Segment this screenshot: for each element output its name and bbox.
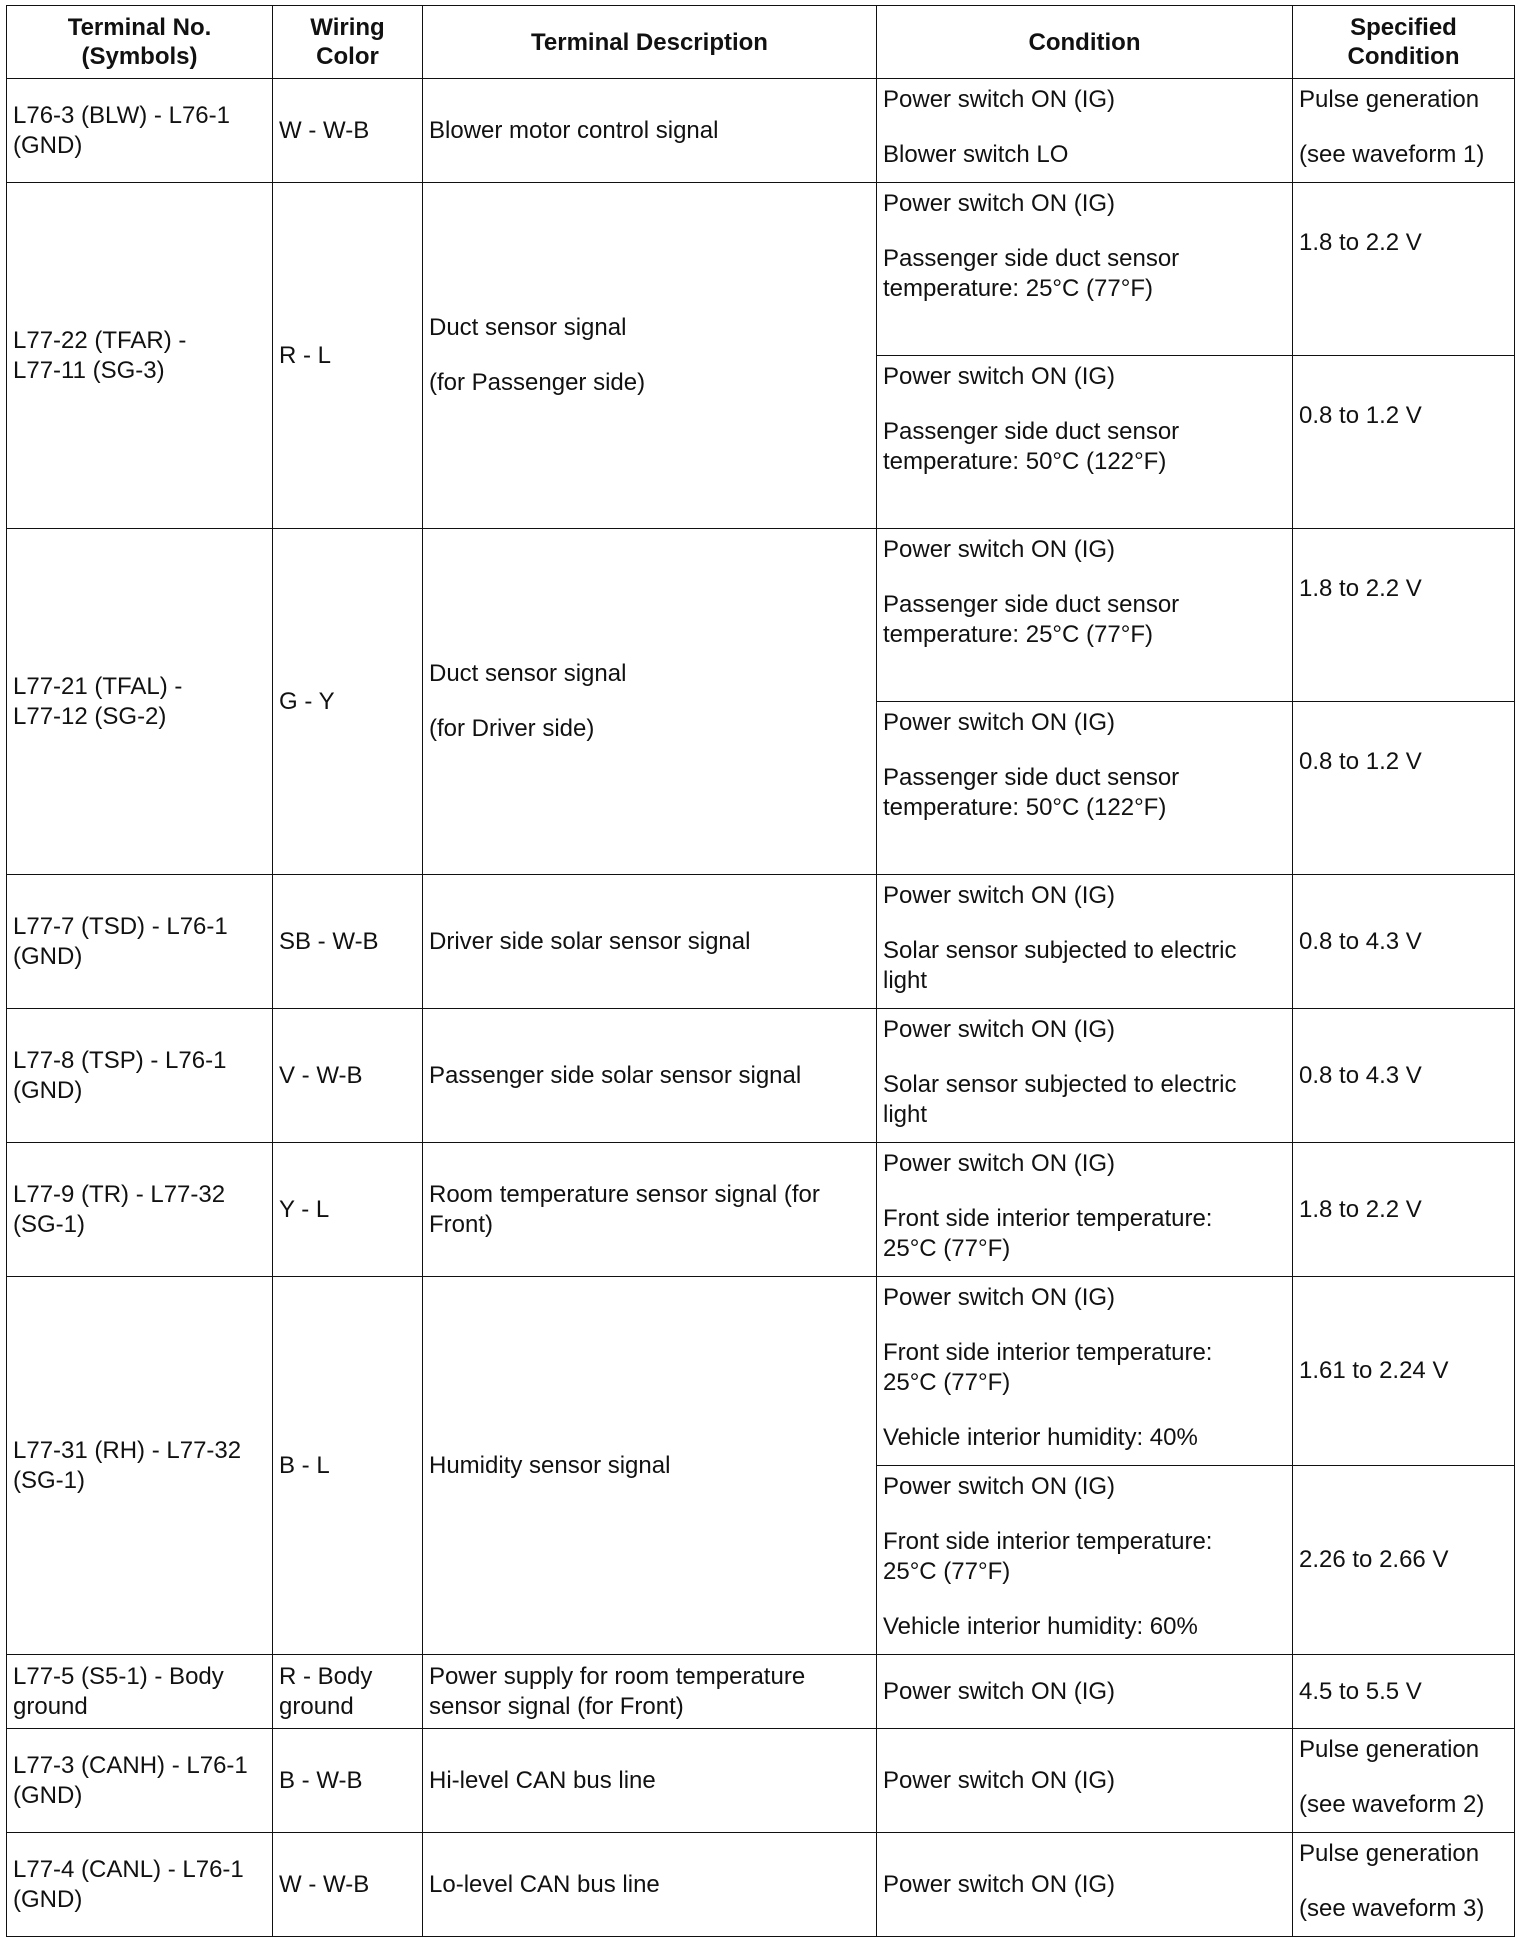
description-line: Duct sensor signal [429, 660, 627, 687]
terminal-line: L77-21 (TFAL) - [13, 672, 183, 700]
terminal-cell [7, 1009, 273, 1143]
description-line: Room temperature sensor signal (for [429, 1180, 820, 1208]
terminal-line: (GND) [13, 1885, 83, 1913]
terminal-line: L77-12 (SG-2) [13, 702, 167, 730]
terminal-line: (SG-1) [13, 1466, 85, 1494]
table-row [7, 529, 1515, 702]
wiring-cell: B - W-B [273, 1729, 423, 1833]
terminal-line: (SG-1) [13, 1210, 85, 1238]
header-wiring-line1: Wiring [310, 14, 385, 41]
table-row [7, 875, 1515, 1009]
condition-line: Passenger side duct sensor [883, 764, 1180, 791]
terminal-line: L77-4 (CANL) - L76-1 [13, 1855, 244, 1883]
condition-line: temperature: 50°C (122°F) [883, 794, 1167, 821]
condition-line: light [883, 1101, 928, 1128]
terminal-line: (GND) [13, 942, 83, 970]
spec-cell: 0.8 to 1.2 V [1293, 356, 1515, 529]
condition-cell [877, 1009, 1293, 1143]
terminal-cell [7, 529, 273, 875]
wiring-cell: W - W-B [273, 1833, 423, 1937]
condition-line: Passenger side duct sensor [883, 418, 1180, 445]
description-cell [423, 183, 877, 529]
condition-line: Power switch ON (IG) [883, 1284, 1116, 1311]
header-condition: Condition [877, 6, 1293, 79]
description-cell: Passenger side solar sensor signal [423, 1009, 877, 1143]
condition-line: Passenger side duct sensor [883, 245, 1180, 272]
description-line: (for Passenger side) [429, 369, 646, 396]
table-row [7, 1655, 1515, 1729]
spec-cell: 0.8 to 4.3 V [1293, 1009, 1515, 1143]
condition-line: Front side interior temperature: [883, 1528, 1213, 1555]
spec-cell: 1.8 to 2.2 V [1293, 1143, 1515, 1277]
condition-cell: Power switch ON (IG) [877, 1655, 1293, 1729]
terminal-cell [7, 1143, 273, 1277]
wiring-cell: W - W-B [273, 79, 423, 183]
description-cell [423, 529, 877, 875]
terminal-cell [7, 79, 273, 183]
condition-line: Power switch ON (IG) [883, 1150, 1116, 1177]
condition-cell [877, 356, 1293, 529]
condition-line: Passenger side duct sensor [883, 591, 1180, 618]
table-row [7, 1729, 1515, 1833]
header-wiring [273, 6, 423, 79]
condition-cell [877, 1277, 1293, 1466]
terminal-cell [7, 875, 273, 1009]
spec-cell: 1.8 to 2.2 V [1293, 183, 1515, 356]
wiring-cell: V - W-B [273, 1009, 423, 1143]
condition-cell [877, 529, 1293, 702]
condition-line: Power switch ON (IG) [883, 709, 1116, 736]
terminal-spec-table [6, 5, 1515, 1937]
condition-cell [877, 702, 1293, 875]
header-terminal-line2: (Symbols) [81, 43, 198, 70]
spec-cell: 0.8 to 1.2 V [1293, 702, 1515, 875]
terminal-line: (GND) [13, 1781, 83, 1809]
terminal-cell [7, 1655, 273, 1729]
spec-cell: 0.8 to 4.3 V [1293, 875, 1515, 1009]
wiring-line: ground [279, 1692, 354, 1720]
description-cell [423, 1143, 877, 1277]
spec-cell: 4.5 to 5.5 V [1293, 1655, 1515, 1729]
terminal-line: L77-22 (TFAR) - [13, 326, 187, 354]
terminal-line: L77-11 (SG-3) [13, 356, 165, 384]
terminal-cell [7, 183, 273, 529]
condition-line: Vehicle interior humidity: 60% [883, 1613, 1198, 1640]
wiring-cell: R - L [273, 183, 423, 529]
description-cell: Driver side solar sensor signal [423, 875, 877, 1009]
condition-line: 25°C (77°F) [883, 1369, 1011, 1396]
table-row [7, 1143, 1515, 1277]
table-row [7, 1277, 1515, 1466]
header-specified-line2: Condition [1347, 43, 1460, 70]
condition-line: Power switch ON (IG) [883, 363, 1116, 390]
spec-line: Pulse generation [1299, 1736, 1480, 1763]
header-terminal [7, 6, 273, 79]
condition-cell: Power switch ON (IG) [877, 1833, 1293, 1937]
terminal-line: L77-3 (CANH) - L76-1 [13, 1751, 248, 1779]
condition-line: Solar sensor subjected to electric [883, 1071, 1237, 1098]
terminal-line: L77-9 (TR) - L77-32 [13, 1180, 226, 1208]
condition-line: temperature: 50°C (122°F) [883, 448, 1167, 475]
description-cell: Lo-level CAN bus line [423, 1833, 877, 1937]
spec-line: (see waveform 1) [1299, 141, 1485, 168]
description-line: Duct sensor signal [429, 314, 627, 341]
header-specified [1293, 6, 1515, 79]
table-row [7, 79, 1515, 183]
description-line: (for Driver side) [429, 715, 595, 742]
table-header-row [7, 6, 1515, 79]
spec-line: (see waveform 3) [1299, 1895, 1485, 1922]
terminal-cell [7, 1277, 273, 1655]
condition-line: Power switch ON (IG) [883, 1473, 1116, 1500]
description-cell: Hi-level CAN bus line [423, 1729, 877, 1833]
table-row [7, 1009, 1515, 1143]
condition-cell [877, 1143, 1293, 1277]
table-row [7, 183, 1515, 356]
wiring-cell [273, 1655, 423, 1729]
condition-line: Power switch ON (IG) [883, 86, 1116, 113]
spec-cell: 1.8 to 2.2 V [1293, 529, 1515, 702]
header-description: Terminal Description [423, 6, 877, 79]
condition-line: light [883, 967, 928, 994]
condition-line: Blower switch LO [883, 141, 1069, 168]
terminal-line: L77-8 (TSP) - L76-1 [13, 1046, 227, 1074]
terminal-line: ground [13, 1692, 88, 1720]
header-specified-line1: Specified [1350, 14, 1457, 41]
header-terminal-line1: Terminal No. [67, 14, 212, 41]
description-line: Front) [429, 1210, 494, 1238]
condition-line: temperature: 25°C (77°F) [883, 621, 1153, 648]
wiring-cell: SB - W-B [273, 875, 423, 1009]
spec-cell: 2.26 to 2.66 V [1293, 1466, 1515, 1655]
spec-cell: 1.61 to 2.24 V [1293, 1277, 1515, 1466]
description-cell [423, 1655, 877, 1729]
condition-line: Power switch ON (IG) [883, 190, 1116, 217]
terminal-line: L77-7 (TSD) - L76-1 [13, 912, 228, 940]
condition-cell [877, 79, 1293, 183]
terminal-line: L77-31 (RH) - L77-32 [13, 1436, 242, 1464]
spec-cell [1293, 79, 1515, 183]
condition-line: Front side interior temperature: [883, 1205, 1213, 1232]
condition-line: 25°C (77°F) [883, 1235, 1011, 1262]
condition-line: Power switch ON (IG) [883, 882, 1116, 909]
header-wiring-line2: Color [316, 43, 379, 70]
wiring-cell: Y - L [273, 1143, 423, 1277]
spec-line: Pulse generation [1299, 1840, 1480, 1867]
terminal-line: (GND) [13, 1076, 83, 1104]
table-row [7, 1833, 1515, 1937]
condition-cell [877, 183, 1293, 356]
condition-line: Solar sensor subjected to electric [883, 937, 1237, 964]
description-line: sensor signal (for Front) [429, 1692, 684, 1720]
condition-line: 25°C (77°F) [883, 1558, 1011, 1585]
spec-line: Pulse generation [1299, 86, 1480, 113]
terminal-line: L77-5 (S5-1) - Body [13, 1662, 224, 1690]
terminal-cell [7, 1833, 273, 1937]
spec-line: (see waveform 2) [1299, 1791, 1485, 1818]
wiring-cell: B - L [273, 1277, 423, 1655]
condition-line: temperature: 25°C (77°F) [883, 275, 1153, 302]
condition-line: Power switch ON (IG) [883, 1016, 1116, 1043]
spec-cell [1293, 1833, 1515, 1937]
condition-line: Vehicle interior humidity: 40% [883, 1424, 1198, 1451]
spec-cell [1293, 1729, 1515, 1833]
wiring-line: R - Body [279, 1662, 373, 1690]
description-line: Power supply for room temperature [429, 1662, 806, 1690]
condition-cell [877, 1466, 1293, 1655]
condition-cell [877, 875, 1293, 1009]
description-cell: Humidity sensor signal [423, 1277, 877, 1655]
wiring-cell: G - Y [273, 529, 423, 875]
terminal-line: L76-3 (BLW) - L76-1 [13, 101, 230, 129]
condition-line: Power switch ON (IG) [883, 536, 1116, 563]
condition-line: Front side interior temperature: [883, 1339, 1213, 1366]
description-cell: Blower motor control signal [423, 79, 877, 183]
terminal-cell [7, 1729, 273, 1833]
terminal-line: (GND) [13, 131, 83, 159]
condition-cell: Power switch ON (IG) [877, 1729, 1293, 1833]
